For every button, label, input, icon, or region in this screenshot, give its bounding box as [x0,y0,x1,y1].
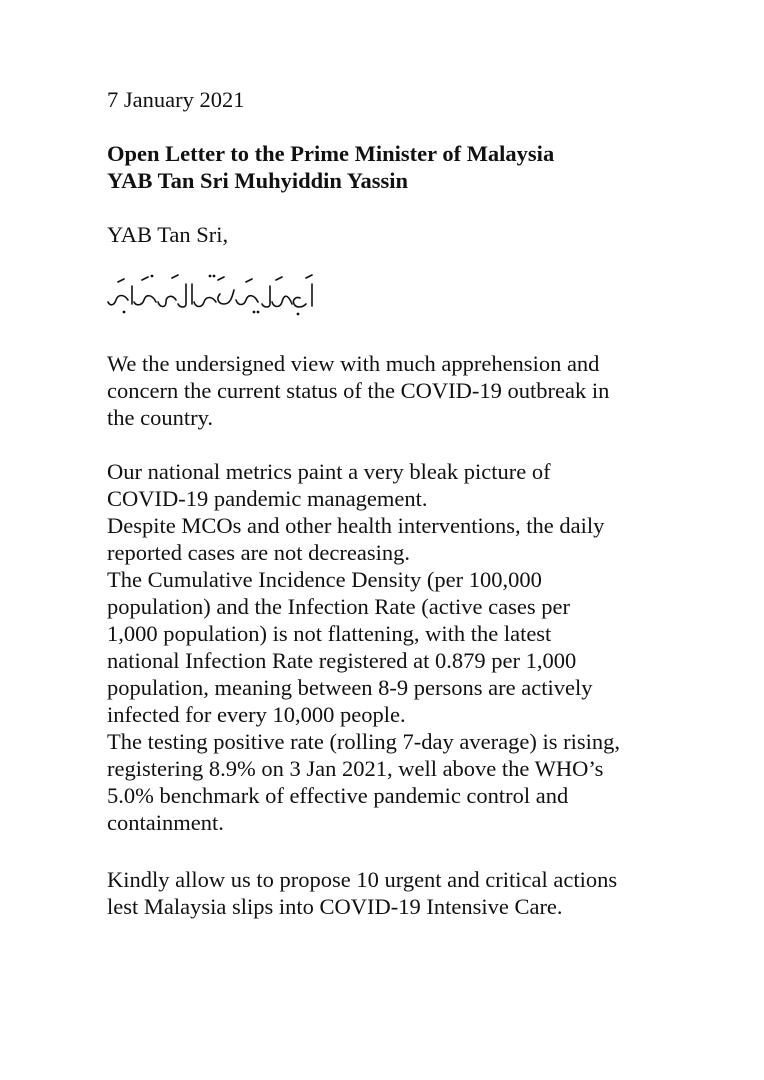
paragraph-proposal [107,866,617,920]
paragraph-line: COVID-19 pandemic management. [107,486,428,511]
paragraph-line: 1,000 population) is not flattening, with the latest [107,621,552,646]
paragraph-line: reported cases are not decreasing. [107,540,410,565]
paragraph-line: population) and the Infection Rate (active cases per [107,594,570,619]
paragraph-line: concern the current status of the COVID-19 outbreak in [107,378,610,403]
paragraph-line: 5.0% benchmark of effective pandemic control and [107,783,569,808]
paragraph-line: the country. [107,405,214,430]
paragraph-line: lest Malaysia slips into COVID-19 Intensive Care. [107,894,563,919]
heading-line-2: YAB Tan Sri Muhyiddin Yassin [107,168,408,193]
arabic-greeting-calligraphy [106,264,318,320]
paragraph-line: The testing positive rate (rolling 7-day average) is rising, [107,729,620,754]
paragraph-metrics [107,458,620,836]
paragraph-line: population, meaning between 8-9 persons are actively [107,675,593,700]
paragraph-line: We the undersigned view with much apprehension and [107,351,600,376]
paragraph-line: containment. [107,810,224,835]
paragraph-line: Kindly allow us to propose 10 urgent and critical actions [107,867,618,892]
paragraph-line: Our national metrics paint a very bleak picture of [107,459,551,484]
paragraph-line: Despite MCOs and other health interventions, the daily [107,513,605,538]
heading-line-1: Open Letter to the Prime Minister of Malaysia [107,141,555,166]
paragraph-line: registering 8.9% on 3 Jan 2021, well above the WHO’s [107,756,604,781]
paragraph-line: national Infection Rate registered at 0.879 per 1,000 [107,648,577,673]
salutation: YAB Tan Sri, [107,222,229,247]
paragraph-line: The Cumulative Incidence Density (per 100,000 [107,567,542,592]
letter-date: 7 January 2021 [107,87,245,112]
paragraph-line: infected for every 10,000 people. [107,702,406,727]
letter-heading [107,140,554,194]
paragraph-intro [107,350,609,431]
